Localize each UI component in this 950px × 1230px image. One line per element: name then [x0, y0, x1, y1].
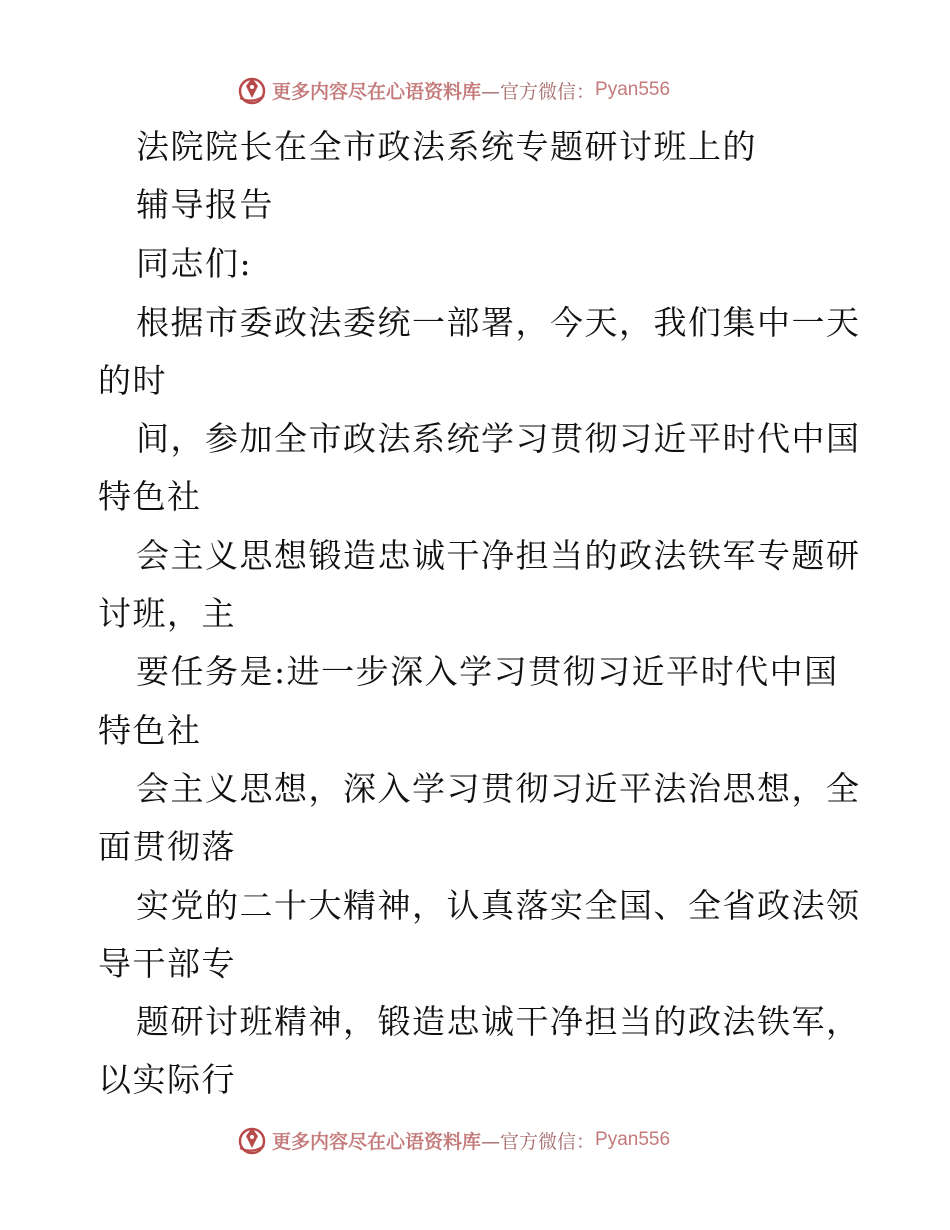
salutation: 同志们:	[136, 244, 253, 283]
paragraph-line: 要任务是:进一步深入学习贯彻习近平时代中国	[136, 652, 839, 691]
paragraph-line: 讨班，主	[98, 594, 236, 633]
paragraph-line: 的时	[98, 361, 167, 400]
paragraph-line: 以实际行	[98, 1060, 236, 1099]
banner-title: 更多内容尽在心语资料库	[272, 80, 482, 103]
title-line-1: 法院院长在全市政法系统专题研讨班上的	[136, 127, 757, 166]
pen-nib-seal-logo-icon	[236, 74, 268, 106]
paragraph-line: 根据市委政法委统一部署，今天，我们集中一天	[136, 303, 861, 342]
banner-official-account-label: —官方微信：	[481, 1130, 596, 1153]
banner-official-account-label: —官方微信：	[481, 80, 596, 103]
footer-banner	[236, 1123, 670, 1157]
banner-title: 更多内容尽在心语资料库	[272, 1130, 482, 1153]
paragraph-line: 面贯彻落	[98, 827, 236, 866]
paragraph-line: 题研讨班精神，锻造忠诚干净担当的政法铁军，	[136, 1002, 861, 1041]
paragraph-line: 特色社	[98, 711, 202, 750]
paragraph-line: 间，参加全市政法系统学习贯彻习近平时代中国	[136, 419, 861, 458]
paragraph-line: 会主义思想锻造忠诚干净担当的政法铁军专题研	[136, 536, 861, 575]
pen-nib-seal-logo-icon	[236, 1124, 268, 1156]
header-banner	[236, 73, 670, 107]
banner-wechat-id: Pyan556	[595, 79, 671, 100]
title-line-2: 辅导报告	[136, 185, 274, 224]
paragraph-line: 特色社	[98, 477, 202, 516]
banner-wechat-id: Pyan556	[595, 1129, 671, 1150]
paragraph-line: 会主义思想，深入学习贯彻习近平法治思想，全	[136, 769, 861, 808]
paragraph-line: 实党的二十大精神，认真落实全国、全省政法领	[136, 886, 861, 925]
paragraph-line: 导干部专	[98, 944, 236, 983]
